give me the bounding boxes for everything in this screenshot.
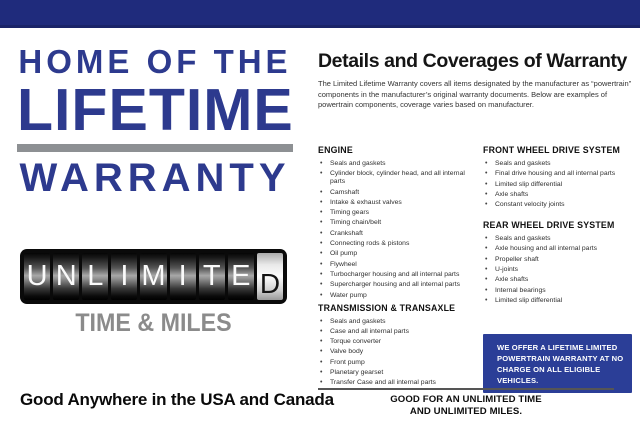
list-item: • Camshaft xyxy=(318,189,480,197)
list-item: • Connecting rods & pistons xyxy=(318,240,480,248)
odometer-letter: U xyxy=(24,253,50,300)
unlimited-time-miles-line xyxy=(318,394,614,417)
list-item: • Axle shafts xyxy=(483,191,640,199)
list-item: • Seals and gaskets xyxy=(483,235,640,243)
list-item: • Crankshaft xyxy=(318,230,480,238)
details-heading: Details and Coverages of Warranty xyxy=(318,50,628,72)
lifetime-warranty-logo xyxy=(17,45,293,198)
time-and-miles-caption: TIME & MILES xyxy=(75,309,232,337)
list-item: • U-joints xyxy=(483,266,640,274)
list-item: • Intake & exhaust valves xyxy=(318,199,480,207)
list-item: • Front pump xyxy=(318,359,480,367)
list-item: • Limited slip differential xyxy=(483,297,640,305)
section-title-front-wheel-drive: FRONT WHEEL DRIVE SYSTEM xyxy=(483,145,621,155)
coverage-column-right xyxy=(483,145,640,307)
list-item: • Torque converter xyxy=(318,338,480,346)
list-item: • Seals and gaskets xyxy=(318,318,480,326)
odometer-letter: I xyxy=(170,253,196,300)
odometer-rolling-letter: D xyxy=(257,253,283,300)
list-item: • Timing gears xyxy=(318,209,480,217)
list-item: • Final drive housing and all internal parts xyxy=(483,170,640,178)
logo-gray-rule xyxy=(17,144,293,152)
section-title-transmission: TRANSMISSION & TRANSAXLE xyxy=(318,302,456,313)
transmission-items xyxy=(318,318,480,388)
list-item: • Planetary gearset xyxy=(318,369,480,377)
odometer-letter: T xyxy=(199,253,225,300)
logo-line-warranty: WARRANTY xyxy=(19,156,291,200)
section-title-rear-wheel-drive: REAR WHEEL DRIVE SYSTEM xyxy=(483,220,615,231)
promo-blue-box xyxy=(483,334,632,393)
list-item: • Supercharger housing and all internal parts xyxy=(318,281,480,289)
odometer-letter: L xyxy=(82,253,108,300)
section-front-wheel-drive xyxy=(483,145,640,209)
odometer-letter: N xyxy=(53,253,79,300)
list-item: • Turbocharger housing and all internal parts xyxy=(318,271,480,279)
logo-line-lifetime: LIFETIME xyxy=(17,77,294,143)
list-item: • Valve body xyxy=(318,348,480,356)
odometer-letter: I xyxy=(111,253,137,300)
warranty-intro-paragraph: The Limited Lifetime Warranty covers all items designated by the manufacturer as “powertrain” components in the manufacturer’s original warranty documents. Below are examples of powertrain components, coverage varies based on manufacturer. xyxy=(318,79,632,110)
list-item: • Axle housing and all internal parts xyxy=(483,245,640,253)
good-anywhere-line: Good Anywhere in the USA and Canada xyxy=(20,390,334,409)
list-item: • Seals and gaskets xyxy=(483,160,640,168)
list-item: • Axle shafts xyxy=(483,276,640,284)
odometer-letter: E xyxy=(228,253,254,300)
promo-line: CHARGE ON ALL ELIGIBLE VEHICLES. xyxy=(497,365,601,385)
list-item: • Constant velocity joints xyxy=(483,201,640,209)
list-item: • Timing chain/belt xyxy=(318,219,480,227)
list-item: • Case and all internal parts xyxy=(318,328,480,336)
promo-line: WE OFFER A LIFETIME LIMITED xyxy=(497,343,618,352)
list-item: • Flywheel xyxy=(318,261,480,269)
list-item: • Seals and gaskets xyxy=(318,160,480,168)
engine-items xyxy=(318,160,480,300)
bottom-divider-rule xyxy=(318,388,614,390)
promo-line: POWERTRAIN WARRANTY AT NO xyxy=(497,354,624,363)
list-item: • Cylinder block, cylinder head, and all internal parts xyxy=(318,170,480,186)
rear-wheel-drive-items xyxy=(483,235,640,305)
odometer-graphic xyxy=(20,249,287,304)
list-item: • Water pump xyxy=(318,292,480,300)
list-item: • Propeller shaft xyxy=(483,256,640,264)
section-title-engine: ENGINE xyxy=(318,145,353,155)
logo-line-home-of-the: HOME OF THE xyxy=(18,43,292,80)
front-wheel-drive-items xyxy=(483,160,640,209)
section-engine xyxy=(318,145,480,300)
footer-right-line: GOOD FOR AN UNLIMITED TIME xyxy=(390,394,542,405)
list-item: • Internal bearings xyxy=(483,287,640,295)
section-rear-wheel-drive xyxy=(483,220,640,305)
list-item: • Oil pump xyxy=(318,250,480,258)
list-item: • Limited slip differential xyxy=(483,181,640,189)
list-item: • Transfer Case and all internal parts xyxy=(318,379,480,387)
top-navy-bar xyxy=(0,0,640,28)
coverage-column-left xyxy=(318,145,480,390)
section-transmission xyxy=(318,303,480,388)
odometer-letter: M xyxy=(140,253,166,300)
footer-right-line: AND UNLIMITED MILES. xyxy=(409,405,523,417)
